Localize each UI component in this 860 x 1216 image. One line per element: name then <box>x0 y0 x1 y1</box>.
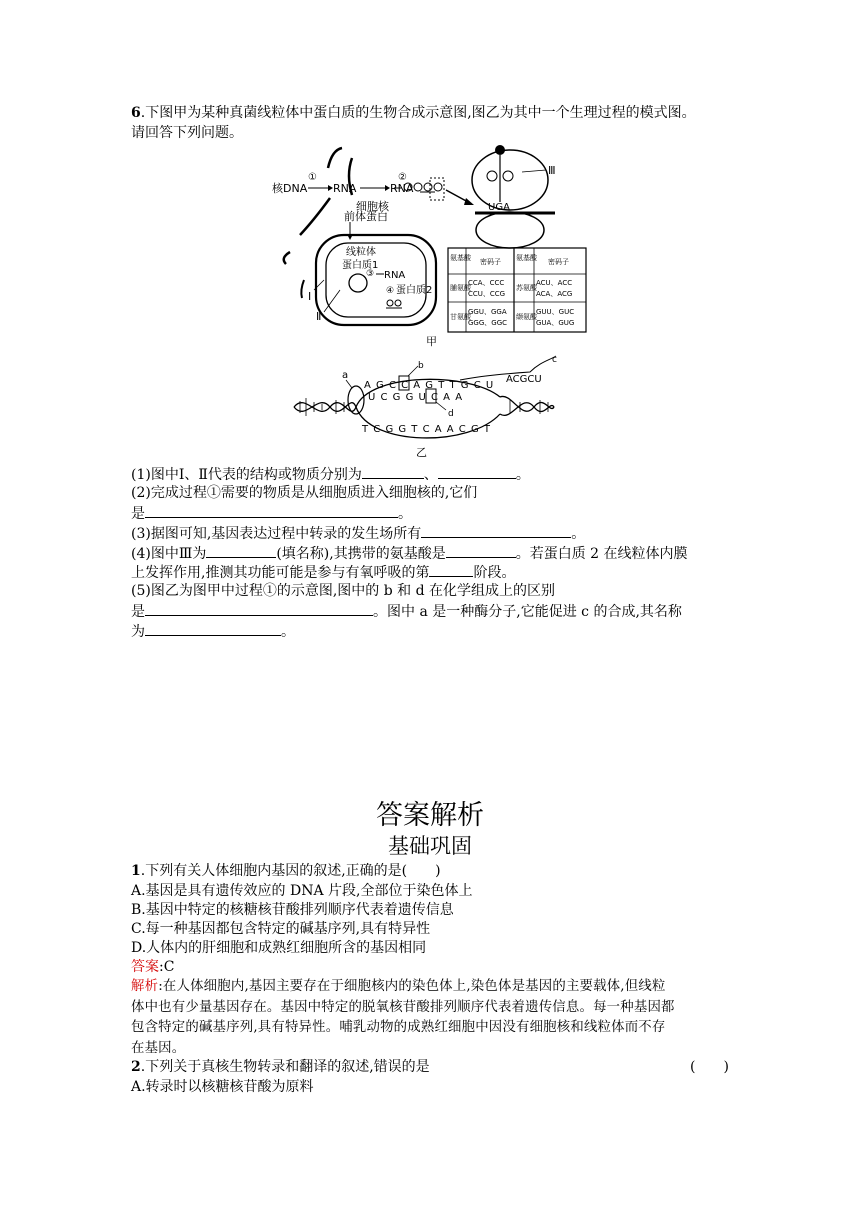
q6-part1-blank1[interactable] <box>362 464 424 479</box>
q6-part2-blank[interactable] <box>145 503 398 518</box>
q6-part2-end: 。 <box>398 506 412 522</box>
jia-label-III: Ⅲ <box>548 164 556 177</box>
q1-expl-text1: :在人体细胞内,基因主要存在于细胞核内的染色体上,染色体是基因的主要载体,但线粒 <box>158 979 666 994</box>
q1-option-b: B.基因中特定的核糖核苷酸排列顺序代表着遗传信息 <box>131 902 454 918</box>
q6-stem-line2: 请回答下列问题。 <box>131 125 243 141</box>
yi-rna-strand: U C G G U C A A <box>368 392 464 403</box>
q6-part3-text: (3)据图可知,基因表达过程中转录的发生场所有 <box>131 526 422 542</box>
table-h1: 氨基酸 <box>450 254 471 262</box>
yi-caption: 乙 <box>416 446 427 459</box>
q1-answer-value: :C <box>159 959 175 975</box>
yi-tail: ACGCU <box>506 374 542 385</box>
q6-part4-cont <box>131 562 515 583</box>
table-h4: 密码子 <box>548 258 569 266</box>
table-r1c2a: CCA、CCC <box>468 279 505 287</box>
jia-caption: 甲 <box>426 335 437 348</box>
q1-option-a: A.基因是具有遗传效应的 DNA 片段,全部位于染色体上 <box>131 883 473 899</box>
q1-answer <box>131 958 174 977</box>
q6-part3-end: 。 <box>571 526 586 542</box>
table-h3: 氨基酸 <box>516 254 537 262</box>
q2-option-a: A.转录时以核糖核苷酸为原料 <box>131 1079 314 1095</box>
jia-nucleus-label: 细胞核 <box>356 200 389 213</box>
q6-part2: (2)完成过程①需要的物质是从细胞质进入细胞核的,它们 <box>131 485 478 501</box>
jia-step3: ③ <box>366 269 375 279</box>
q6-part2-cont <box>131 503 412 524</box>
jia-step2: ② <box>398 172 407 183</box>
q6-part4 <box>131 543 688 564</box>
table-r2c1: 甘氨酸 <box>450 313 471 321</box>
jia-label-II: Ⅱ <box>316 310 322 323</box>
q6-part3 <box>131 523 585 544</box>
jia-rna1: RNA <box>333 182 357 195</box>
q1-explanation <box>131 977 731 1059</box>
codon-table <box>448 248 586 332</box>
q6-part2-shi: 是 <box>131 506 145 522</box>
q6-stem: .下图甲为某种真菌线粒体中蛋白质的生物合成示意图,图乙为其中一个生理过程的模式图。 <box>140 105 696 121</box>
yi-label-d: d <box>448 409 454 419</box>
jia-mito-label: 线粒体 <box>346 247 376 258</box>
yi-top-strand: A G C C A G T T G C U <box>364 380 495 391</box>
q6-part1 <box>131 464 530 485</box>
q6-part5-blank2[interactable] <box>145 621 281 636</box>
q2-number: 2 <box>131 1059 141 1075</box>
q6-part1-end: 。 <box>515 467 530 483</box>
yi-bottom-strand: T C G G T C A A C G T <box>362 424 491 435</box>
jia-protein1-label: 蛋白质1 <box>342 260 379 271</box>
q6-part1-sep: 、 <box>423 467 438 483</box>
q6-part5: (5)图乙为图甲中过程①的示意图,图中的 b 和 d 在化学组成上的区别 <box>131 583 556 599</box>
q1-expl-line2: 体中也有少量基因存在。基因中特定的脱氧核苷酸排列顺序代表着遗传信息。每一种基因都 <box>131 999 675 1015</box>
answers-subtitle: 基础巩固 <box>388 834 472 858</box>
q6-part4-cont-end: 阶段。 <box>473 565 516 581</box>
q1-expl-line1 <box>131 977 731 998</box>
q6-part4-text: (4)图中Ⅲ为 <box>131 546 207 562</box>
table-r1c2b: CCU、CCG <box>468 290 506 298</box>
q6-part4-mid: (填名称),其携带的氨基酸是 <box>276 546 446 562</box>
jia-rna3: RNA <box>384 270 406 281</box>
jia-precursor-label: 前体蛋白 <box>344 210 388 223</box>
q6-part5-mid: 。图中 a 是一种酶分子,它能促进 c 的合成,其名称 <box>373 604 682 620</box>
table-r2c2a: GGU、GGA <box>468 308 507 316</box>
q1-answer-label: 答案 <box>131 959 159 975</box>
table-r2c3: 缬氨酸 <box>516 313 537 321</box>
table-r2c2b: GGG、GGC <box>468 319 508 327</box>
q6-part5-shi: 是 <box>131 604 145 620</box>
table-h2: 密码子 <box>480 258 501 266</box>
q6-part5-cont2 <box>131 621 295 642</box>
q6-stem-line1 <box>131 104 696 123</box>
answers-title: 答案解析 <box>376 800 484 831</box>
table-r1c3: 苏氨酸 <box>516 284 537 292</box>
q6-part5-cont <box>131 601 682 622</box>
table-r1c1: 脯氨酸 <box>450 284 471 292</box>
q6-part4-cont-text: 上发挥作用,推测其功能可能是参与有氧呼吸的第 <box>131 565 430 581</box>
q1-stem-text: .下列有关人体细胞内基因的叙述,正确的是( ) <box>140 863 441 879</box>
q6-part1-blank2[interactable] <box>438 464 516 479</box>
q6-part4-blank2[interactable] <box>446 543 516 558</box>
table-r1c4b: ACA、ACG <box>536 290 573 298</box>
q6-part5-blank1[interactable] <box>145 601 373 616</box>
table-r2c4a: GUU、GUC <box>536 308 575 316</box>
yi-label-c: c <box>552 355 557 365</box>
yi-label-a: a <box>342 370 349 381</box>
q2-paren: ( ) <box>690 1059 729 1075</box>
jia-rna2: RNA <box>390 182 414 195</box>
q1-option-c: C.每一种基因都包含特定的碱基序列,具有特异性 <box>131 921 431 937</box>
q6-part4-blank3[interactable] <box>429 562 473 577</box>
figure-yi <box>290 352 556 462</box>
q1-expl-line3: 包含特定的碱基序列,具有特异性。哺乳动物的成熟红细胞中因没有细胞核和线粒体而不存 <box>131 1020 666 1035</box>
q1-number: 1 <box>131 863 141 879</box>
q6-part1-text: (1)图中Ⅰ、Ⅱ代表的结构或物质分别为 <box>131 467 362 483</box>
q1-expl-label: 解析 <box>131 979 159 994</box>
table-r1c4a: ACU、ACC <box>536 279 573 287</box>
q1-option-d: D.人体内的肝细胞和成熟红细胞所含的基因相同 <box>131 940 427 956</box>
jia-step4: ④ <box>386 286 395 296</box>
q1-expl-line4: 在基因。 <box>131 1040 186 1056</box>
q6-part4-blank1[interactable] <box>206 543 276 558</box>
q1-stem <box>131 862 441 881</box>
jia-nuclear-dna-label: 核DNA <box>272 182 308 195</box>
q6-part5-end: 。 <box>281 624 295 640</box>
q6-number: 6 <box>131 105 141 121</box>
q2-stem <box>131 1058 430 1077</box>
q6-part4-end: 。若蛋白质 2 在线粒体内膜 <box>515 546 688 562</box>
jia-uga: UGA <box>488 202 510 213</box>
jia-label-I: Ⅰ <box>308 290 312 303</box>
q2-stem-text: .下列关于真核生物转录和翻译的叙述,错误的是 <box>140 1059 430 1075</box>
q6-part3-blank[interactable] <box>421 523 571 538</box>
table-r2c4b: GUA、GUG <box>536 319 575 327</box>
figure-jia <box>270 140 590 350</box>
yi-label-b: b <box>418 361 424 371</box>
jia-step1: ① <box>308 172 317 183</box>
q6-part5-wei: 为 <box>131 624 145 640</box>
jia-protein2-label: 蛋白质2 <box>396 285 433 296</box>
